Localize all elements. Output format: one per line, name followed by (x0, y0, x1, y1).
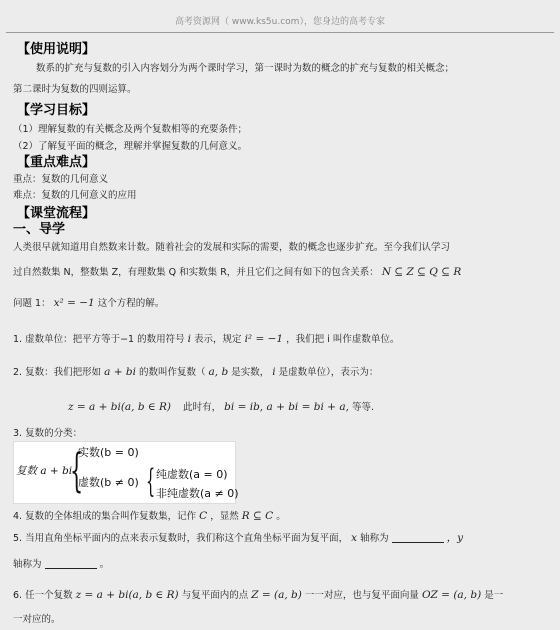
point-5-y: ，y (446, 532, 464, 544)
point-4-text-a: 4. 复数的全体组成的集合叫作复数集，记作 (13, 511, 197, 522)
point-2 (13, 364, 378, 378)
point-1 (13, 331, 399, 345)
goal-item-1: （1）理解复数的有关概念及两个复数相等的充要条件； (13, 124, 248, 135)
point-6-formula: z = a + bi(a, b ∈ R) (75, 589, 179, 601)
formula-note: 此时有， (183, 402, 222, 413)
point-6-text-c: 一一对应，也与复平面向量 (304, 590, 419, 601)
point-6-text-d: 是一 (484, 590, 504, 601)
point-2-text-d: 是虚数单位），表示为： (278, 367, 379, 378)
set-inclusion-formula: N ⊆ Z ⊆ Q ⊆ R (381, 266, 462, 278)
point-2-i: i (272, 366, 276, 378)
y-axis-blank[interactable] (45, 559, 97, 569)
classification-root: 复数 a + bi (16, 465, 73, 477)
point-5-text-b: 轴称为 (360, 533, 389, 544)
flow-subtitle: 一、导学 (13, 222, 66, 237)
point-6-text-a: 6. 任一个复数 (13, 590, 73, 601)
key-title: 【重点难点】 (17, 155, 96, 170)
point-6-vector: OZ = (a, b) (421, 589, 482, 601)
goals-title: 【学习目标】 (17, 103, 96, 118)
point-4-formula: R ⊆ C (241, 510, 274, 522)
point-6-point: Z = (a, b) (251, 589, 302, 601)
point-2-text-c: 是实数， (231, 367, 270, 378)
intro-line-2 (13, 264, 461, 278)
question-1-equation: x² = −1 (53, 297, 95, 309)
classification-imaginary: 虚数(b ≠ 0) (78, 476, 139, 489)
point-6-cont: 一对应的。 (13, 614, 61, 625)
brace-icon-2: { (146, 462, 156, 500)
question-1 (13, 295, 164, 309)
point-6 (13, 587, 503, 601)
classification-non-pure-imaginary: 非纯虚数(a ≠ 0) (156, 487, 239, 500)
page-header: 高考资源网（ www.ks5u.com），您身边的高考专家 (6, 12, 554, 33)
point-2-text-b: 的数叫作复数（ (138, 367, 206, 378)
point-5-text-d: 。 (99, 559, 110, 570)
point-1-symbol: i (187, 333, 191, 345)
intro-line-2-text: 过自然数集 N，整数集 Z，有理数集 Q 和实数集 R，并且它们之间有如下的包含关系： (13, 267, 379, 278)
point-4-c: C (199, 510, 208, 522)
point-4-text-b: ，显然 (210, 511, 239, 522)
point-5-text-c: 轴称为 (13, 559, 42, 570)
usage-title: 【使用说明】 (17, 42, 96, 57)
point-2-ab: a, b (208, 366, 229, 378)
classification-real: 实数(b = 0) (78, 446, 139, 459)
goal-item-2: （2）了解复平面的概念，理解并掌握复数的几何意义。 (13, 141, 248, 152)
point-6-text-b: 与复平面内的点 (181, 590, 249, 601)
complex-formula: z = a + bi(a, b ∈ R) (68, 401, 172, 413)
point-5 (13, 530, 463, 545)
point-5-cont (13, 556, 109, 570)
x-axis-blank[interactable] (392, 533, 444, 543)
point-1-text-c: ，我们把 i 叫作虚数单位。 (286, 334, 400, 345)
point-1-text-b: 表示，规定 (194, 334, 242, 345)
key-point: 重点：复数的几何意义 (13, 174, 109, 185)
intro-line-1: 人类很早就知道用自然数来计数。随着社会的发展和实际的需要，数的概念也逐步扩充。至今我们认学习 (13, 242, 451, 253)
classification-diagram (13, 441, 239, 504)
point-2-text-a: 2. 复数：我们把形如 (13, 367, 102, 378)
usage-text-2: 第二课时为复数的四则运算。 (13, 84, 137, 95)
flow-title: 【课堂流程】 (17, 206, 96, 221)
question-1-label: 问题 1： (13, 298, 51, 309)
point-2-form: a + bi (104, 366, 136, 378)
key-difficulty: 难点：复数的几何意义的应用 (13, 190, 137, 201)
brace-icon: { (70, 443, 84, 497)
point-4-text-c: 。 (276, 511, 286, 522)
usage-text-1: 数系的扩充与复数的引入内容划分为两个课时学习，第一课时为数的概念的扩充与复数的相关概念； (36, 63, 455, 74)
point-1-formula: i² = −1 (244, 333, 284, 345)
point-5-x: x (351, 532, 358, 544)
point-1-text-a: 1. 虚数单位：把平方等于−1 的数用符号 (13, 334, 185, 345)
formula-end: 等等. (351, 402, 374, 413)
point-5-text-a: 5. 当用直角坐标平面内的点来表示复数时，我们称这个直角坐标平面为复平面， (13, 533, 349, 544)
point-3: 3. 复数的分类： (13, 428, 83, 439)
question-1-text: 这个方程的解。 (97, 298, 165, 309)
complex-formula-2: bi = ib, a + bi = bi + a, (224, 401, 349, 413)
point-4 (13, 508, 286, 522)
complex-formula-line (68, 399, 374, 413)
classification-pure-imaginary: 纯虚数(a = 0) (156, 468, 228, 481)
